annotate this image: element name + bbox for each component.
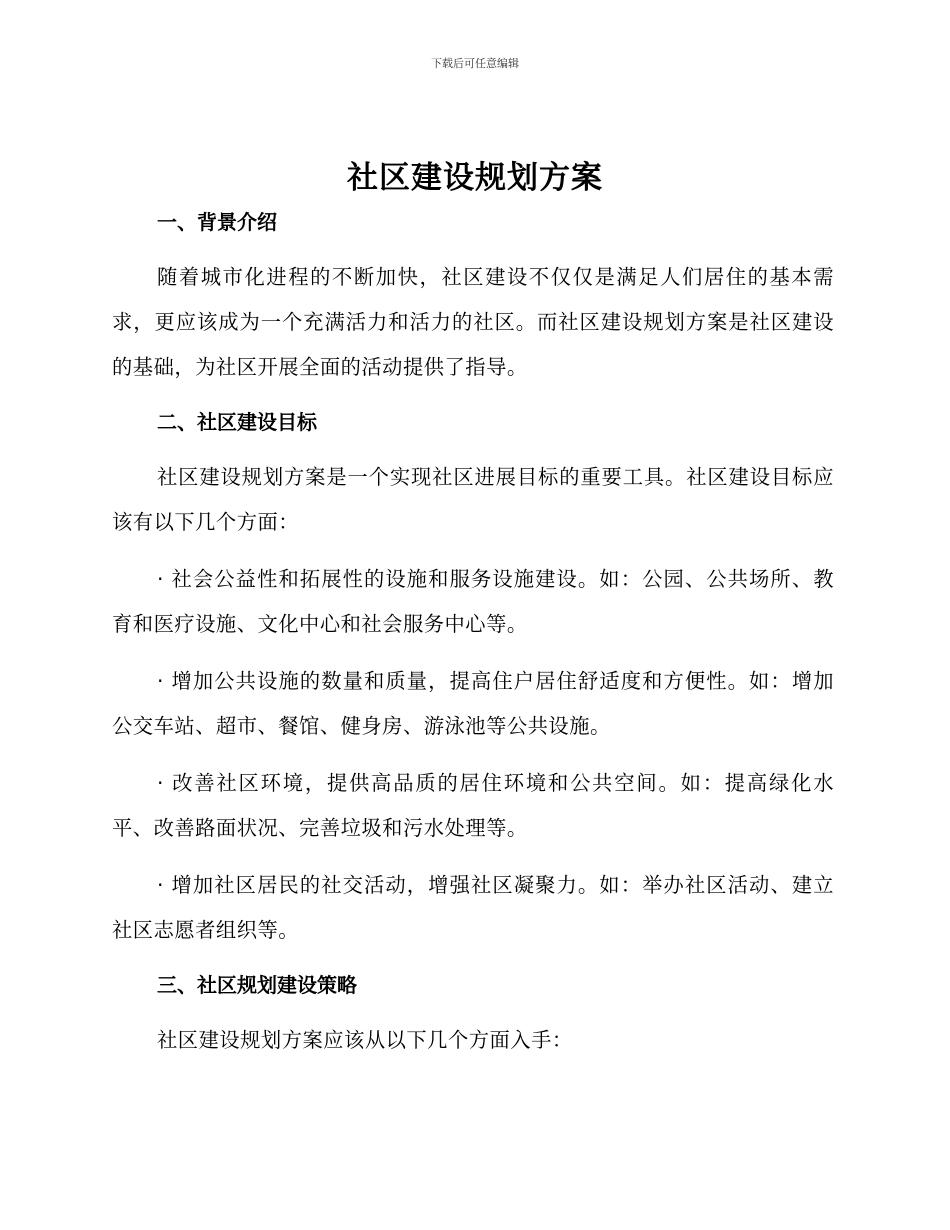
bullet-paragraph: · 增加社区居民的社交活动，增强社区凝聚力。如：举办社区活动、建立社区志愿者组织等。 xyxy=(112,873,834,942)
paragraph: 社区建设规划方案是一个实现社区进展目标的重要工具。社区建设目标应该有以下几个方面： xyxy=(112,465,834,534)
section-heading-goals: 二、社区建设目标 xyxy=(157,410,317,434)
paragraph: 社区建设规划方案应该从以下几个方面入手： xyxy=(157,1028,573,1052)
section-heading-background: 一、背景介绍 xyxy=(157,210,277,234)
bullet-paragraph: · 增加公共设施的数量和质量，提高住户居住舒适度和方便性。如：增加公交车站、超市、餐馆、健身房、游泳池等公共设施。 xyxy=(112,669,834,738)
bullet-paragraph: · 改善社区环境，提供高品质的居住环境和公共空间。如：提高绿化水平、改善路面状况、完善垃圾和污水处理等。 xyxy=(112,771,834,840)
section-heading-strategy: 三、社区规划建设策略 xyxy=(157,973,357,997)
bullet-paragraph: · 社会公益性和拓展性的设施和服务设施建设。如：公园、公共场所、教育和医疗设施、文化中心和社会服务中心等。 xyxy=(112,567,834,636)
document-body xyxy=(112,202,834,1063)
document-title: 社区建设规划方案 xyxy=(347,160,603,196)
paragraph: 随着城市化进程的不断加快，社区建设不仅仅是满足人们居住的基本需求，更应该成为一个充满活力和活力的社区。而社区建设规划方案是社区建设的基础，为社区开展全面的活动提供了指导。 xyxy=(112,265,834,379)
header-note: 下载后可任意编辑 xyxy=(431,57,519,70)
